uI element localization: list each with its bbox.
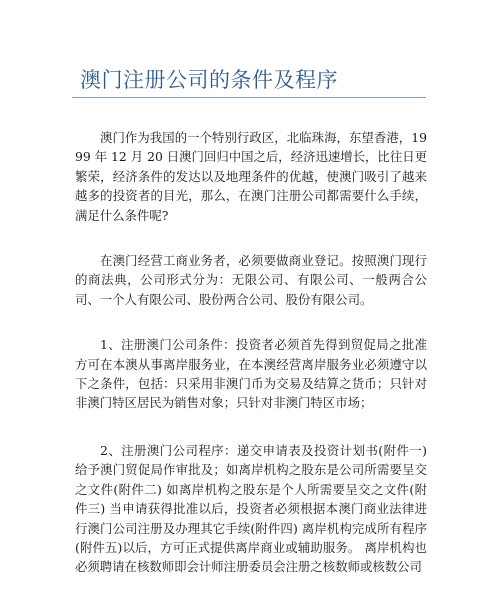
title-divider (72, 97, 426, 98)
paragraph-company-forms: 在澳门经营工商业务者，必须要做商业登记。按照澳门现行的商法典，公司形式分为：无限公司、有限公司、一般两合公司、一个人有限公司、股份两合公司、股份有限公司。 (75, 253, 427, 307)
paragraph-intro: 澳门作为我国的一个特别行政区，北临珠海，东望香港，1999 年 12 月 20 日澳门回归中国之后，经济迅速增长，比往日更繁荣，经济条件的发达以及地理条件的优越，使澳门吸引了越来越多的投资者的目光，那么，在澳门注册公司都需要什么手续，满足什么条件呢? (75, 130, 427, 223)
paragraph-conditions: 1、注册澳门公司条件：投资者必须首先得到贸促局之批准方可在本澳从事离岸服务业，在本澳经营离岸服务业必须遵守以下之条件，包括：只采用非澳门币为交易及结算之货币；只针对非澳门特区居民为销售对象；只针对非澳门特区市场； (75, 337, 427, 411)
paragraph-procedure: 2、注册澳门公司程序：递交申请表及投资计划书(附件一)给予澳门贸促局作审批及；如离岸机构之股东是公司所需要呈交之文件(附件二) 如离岸机构之股东是个人所需要呈交之文件(附件三) 当申请获得批准以后，投资者必须根据本澳门商业法律进行澳门公司注册及办理其它手续(附件四) 离岸机构完成所有程序(附件五)以后，方可正式提供离岸商业或辅助服务。 离岸机构也必须聘请在核数师即会计师注册委员会注册之核数师或核数公司 (75, 442, 427, 575)
document-body (75, 128, 427, 598)
document-title: 澳门注册公司的条件及程序 (80, 68, 338, 92)
